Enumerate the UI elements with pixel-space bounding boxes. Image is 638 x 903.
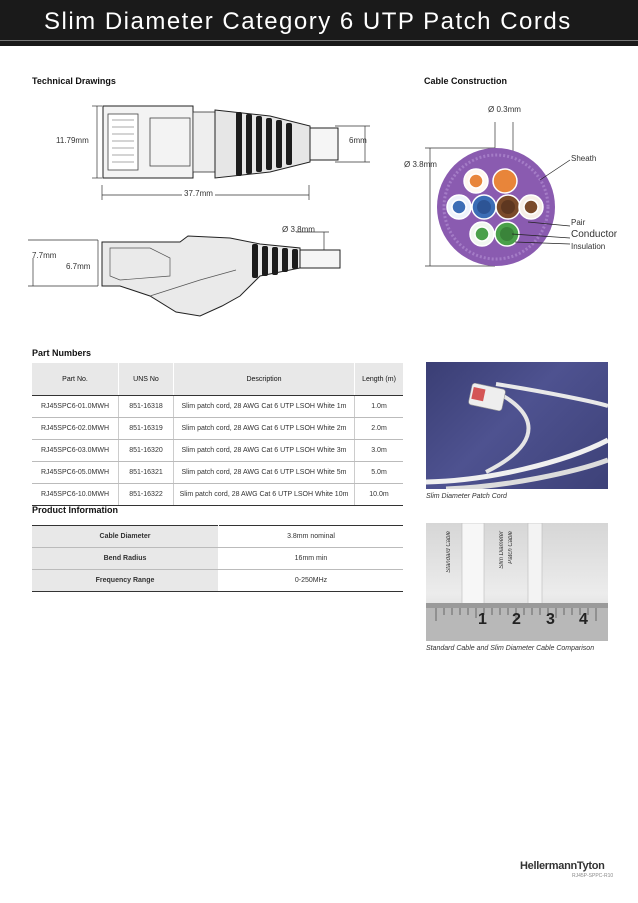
length-cell: 2.0m bbox=[355, 418, 404, 440]
uns-cell: 851-16320 bbox=[119, 440, 174, 462]
table-row bbox=[32, 570, 403, 592]
brand-name: HellermannTyton bbox=[520, 860, 605, 872]
patch-cord-illustration bbox=[426, 362, 608, 489]
cable-cross-section bbox=[0, 0, 638, 300]
desc-cell: Slim patch cord, 28 AWG Cat 6 UTP LSOH White 3m bbox=[174, 440, 355, 462]
col-uns-no: UNS No bbox=[119, 363, 174, 396]
conductor-diam-label: Ø 0.3mm bbox=[488, 105, 521, 114]
table-row bbox=[32, 418, 403, 440]
spec-key: Frequency Range bbox=[32, 570, 219, 592]
part-no-cell: RJ45SPC6-02.0MWH bbox=[32, 418, 119, 440]
outer-diam-label: Ø 3.8mm bbox=[404, 160, 437, 169]
standard-cable-label: Standard Cable bbox=[446, 531, 452, 573]
body-side-dim: 6.7mm bbox=[66, 262, 91, 271]
ruler-number-1: 1 bbox=[478, 611, 487, 628]
photo-caption-1: Slim Diameter Patch Cord bbox=[426, 493, 507, 500]
table-row bbox=[32, 462, 403, 484]
document-id: RJ45P-SPPC-R10 bbox=[572, 873, 614, 879]
insulation-label: Insulation bbox=[571, 242, 606, 251]
table-row bbox=[32, 526, 403, 548]
col-description: Description bbox=[174, 363, 355, 396]
part-no-cell: RJ45SPC6-10.0MWH bbox=[32, 484, 119, 506]
conductor-label: Conductor bbox=[571, 229, 618, 240]
cable-diam-dim: Ø 3.8mm bbox=[282, 225, 315, 234]
spec-key: Cable Diameter bbox=[32, 526, 219, 548]
ruler-number-4: 4 bbox=[579, 611, 588, 628]
cable-comparison-photo bbox=[426, 523, 608, 641]
part-no-cell: RJ45SPC6-03.0MWH bbox=[32, 440, 119, 462]
part-no-cell: RJ45SPC6-05.0MWH bbox=[32, 462, 119, 484]
pair-label: Pair bbox=[571, 218, 586, 227]
table-row bbox=[32, 484, 403, 506]
height-side-dim: 7.7mm bbox=[32, 251, 57, 260]
desc-cell: Slim patch cord, 28 AWG Cat 6 UTP LSOH White 1m bbox=[174, 396, 355, 418]
desc-cell: Slim patch cord, 28 AWG Cat 6 UTP LSOH White 2m bbox=[174, 418, 355, 440]
part-numbers-table bbox=[32, 363, 403, 506]
spec-value: 16mm min bbox=[219, 548, 404, 570]
uns-cell: 851-16319 bbox=[119, 418, 174, 440]
part-no-cell: RJ45SPC6-01.0MWH bbox=[32, 396, 119, 418]
slim-cable-label-2: Patch Cable bbox=[508, 531, 514, 564]
part-numbers-heading: Part Numbers bbox=[32, 348, 92, 358]
sheath-label: Sheath bbox=[571, 154, 597, 163]
length-cell: 5.0m bbox=[355, 462, 404, 484]
technical-drawings-heading: Technical Drawings bbox=[32, 76, 116, 86]
uns-cell: 851-16322 bbox=[119, 484, 174, 506]
product-info-table bbox=[32, 525, 403, 592]
table-row bbox=[32, 396, 403, 418]
cable-top-dim: 6mm bbox=[349, 136, 367, 145]
photo-caption-2: Standard Cable and Slim Diameter Cable Comparison bbox=[426, 645, 595, 652]
ruler-number-2: 2 bbox=[512, 611, 521, 628]
ruler-number-3: 3 bbox=[546, 611, 555, 628]
spec-key: Bend Radius bbox=[32, 548, 219, 570]
uns-cell: 851-16321 bbox=[119, 462, 174, 484]
spec-value: 0-250MHz bbox=[219, 570, 404, 592]
uns-cell: 851-16318 bbox=[119, 396, 174, 418]
patch-cord-photo bbox=[426, 362, 608, 489]
spec-value: 3.8mm nominal bbox=[219, 526, 404, 548]
table-row bbox=[32, 440, 403, 462]
length-cell: 1.0m bbox=[355, 396, 404, 418]
page-title: Slim Diameter Category 6 UTP Patch Cords bbox=[44, 8, 572, 35]
cable-construction-heading: Cable Construction bbox=[424, 76, 508, 86]
slim-cable-label-1: Slim Diameter bbox=[499, 531, 505, 569]
table-row bbox=[32, 548, 403, 570]
product-info-heading: Product Information bbox=[32, 505, 118, 515]
desc-cell: Slim patch cord, 28 AWG Cat 6 UTP LSOH White 10m bbox=[174, 484, 355, 506]
height-top-dim: 11.79mm bbox=[56, 136, 89, 145]
length-cell: 3.0m bbox=[355, 440, 404, 462]
brand-logo bbox=[520, 860, 605, 872]
desc-cell: Slim patch cord, 28 AWG Cat 6 UTP LSOH White 5m bbox=[174, 462, 355, 484]
col-length: Length (m) bbox=[355, 363, 404, 396]
length-cell: 10.0m bbox=[355, 484, 404, 506]
length-dim: 37.7mm bbox=[184, 189, 213, 198]
col-part-no: Part No. bbox=[32, 363, 119, 396]
